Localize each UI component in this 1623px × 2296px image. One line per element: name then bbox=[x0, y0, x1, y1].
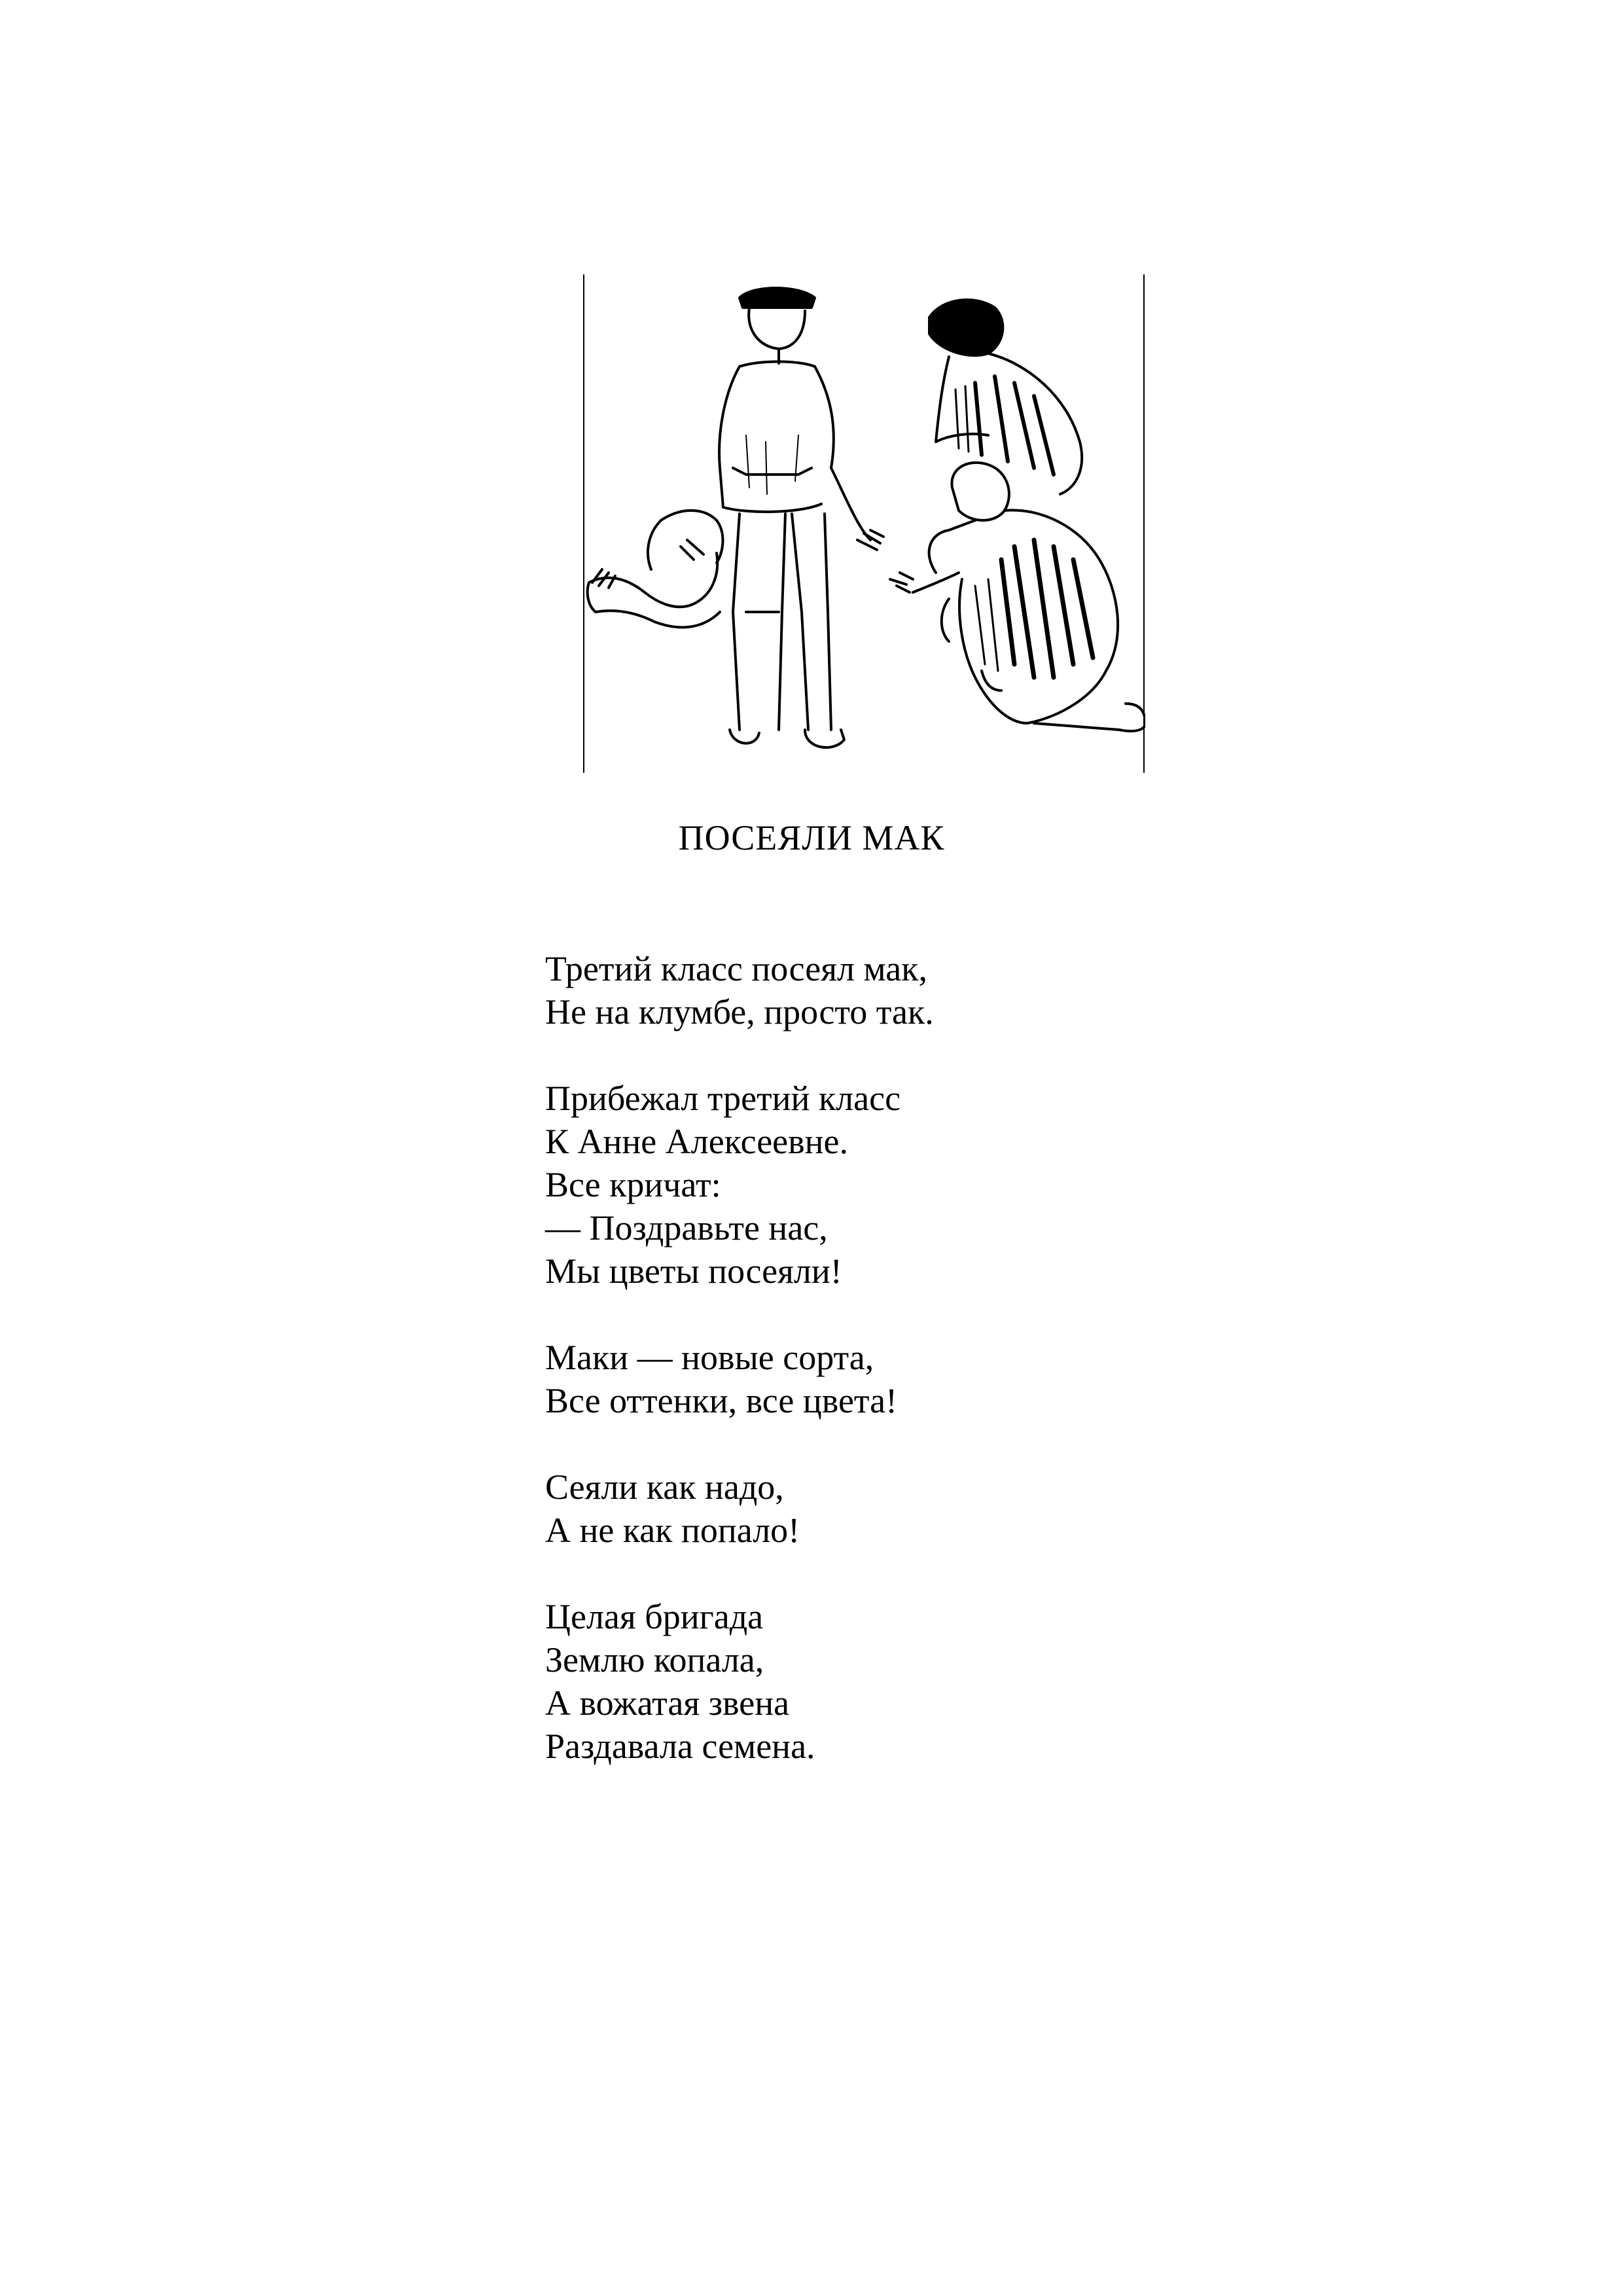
poem-line: Мы цветы посеяли! bbox=[545, 1251, 842, 1291]
poem-title: ПОСЕЯЛИ МАК bbox=[678, 818, 945, 857]
kneeling-child-figure bbox=[890, 463, 1145, 731]
children-planting-illustration bbox=[582, 272, 1145, 776]
poem-line: — Поздравьте нас, bbox=[545, 1208, 828, 1247]
bending-adult-figure bbox=[929, 300, 1082, 494]
stanza-3 bbox=[545, 1336, 1200, 1422]
poem-line: Не на клумбе, просто так. bbox=[545, 992, 934, 1031]
poem-line: Сеяли как надо, bbox=[545, 1467, 784, 1507]
poem-line: Все оттенки, все цвета! bbox=[545, 1381, 898, 1420]
poem-line: А вожатая звена bbox=[545, 1683, 790, 1723]
poem-line: Прибежал третий класс bbox=[545, 1079, 901, 1118]
stanza-2 bbox=[545, 1077, 1200, 1293]
standing-boy-figure bbox=[719, 288, 883, 747]
poem-line: Раздавала семена. bbox=[545, 1727, 815, 1766]
poem-line: Маки — новые сорта, bbox=[545, 1338, 874, 1377]
poem-body bbox=[545, 947, 1200, 1811]
poem-line: А не как попало! bbox=[545, 1511, 800, 1550]
stanza-4 bbox=[545, 1465, 1200, 1552]
poem-line: Третий класс посеял мак, bbox=[545, 949, 928, 988]
poem-line: К Анне Алексеевне. bbox=[545, 1122, 849, 1161]
poem-line: Землю копала, bbox=[545, 1640, 764, 1679]
stanza-1 bbox=[545, 947, 1200, 1033]
poem-line: Целая бригада bbox=[545, 1597, 764, 1636]
crawling-child-figure bbox=[588, 511, 723, 627]
stanza-5 bbox=[545, 1595, 1200, 1768]
poem-line: Все кричат: bbox=[545, 1165, 721, 1204]
